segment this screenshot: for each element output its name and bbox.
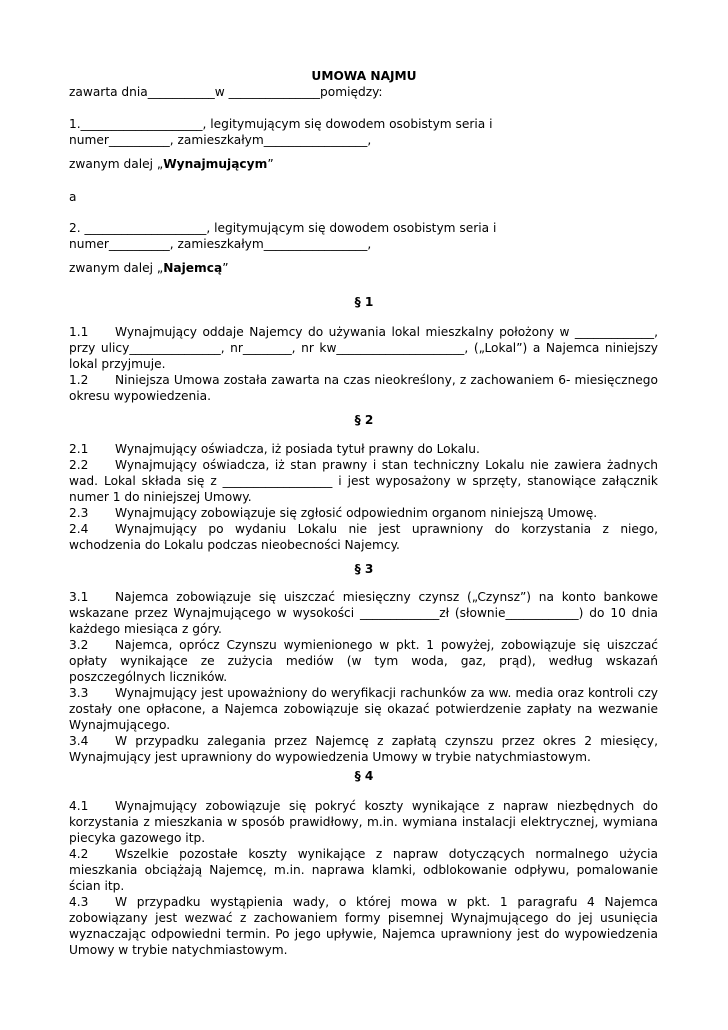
clause [69, 798, 658, 846]
clause-number: 2.2 [69, 458, 89, 472]
clause [69, 457, 658, 505]
clause-number: 2.3 [69, 506, 89, 520]
alias-prefix: zwanym dalej „ [69, 261, 164, 275]
section-2-body [69, 441, 658, 553]
clause [69, 685, 658, 733]
clause-text: W przypadku wystąpienia wady, o której mowa w pkt. 1 paragrafu 4 Najemca zobowiązany jest wezwać z zachowaniem formy pisemnej Wynajmującego do jej usunięcia wyznaczając odpowiedni termin. Po jego upływie, Najemca uprawniony jest do wypowiedzenia Umowy w trybie natychmiastowym. [69, 895, 658, 957]
clause [69, 441, 658, 457]
clause-number: 3.3 [69, 686, 89, 700]
party-1 [69, 116, 658, 148]
section-heading-4: § 4 [354, 769, 374, 783]
clause [69, 846, 658, 894]
document-title: UMOWA NAJMU [311, 69, 417, 83]
section-4-body [69, 798, 658, 958]
party-1-alias [69, 156, 658, 172]
clause [69, 324, 658, 372]
clause-text: Wynajmujący po wydaniu Lokalu nie jest uprawniony do korzystania z niego, wchodzenia do Lokalu podczas nieobecności Najemcy. [69, 522, 658, 552]
alias-name-tenant: Najemcą [163, 261, 223, 275]
alias-prefix: zwanym dalej „ [69, 157, 164, 171]
section-3-body [69, 589, 658, 765]
party-1-line-2: numer__________, zamieszkałym_________________, [69, 133, 372, 147]
clause-number: 1.2 [69, 373, 89, 387]
section-1-body [69, 324, 658, 404]
section-heading-3: § 3 [354, 562, 374, 576]
clause [69, 521, 658, 553]
party-2-line-2: numer__________, zamieszkałym_________________, [69, 237, 372, 251]
party-2-alias [69, 260, 658, 276]
clause-text: Wynajmujący oddaje Najemcy do używania lokal mieszkalny położony w _____________, przy ulicy_______________, nr________, nr kw_____________________, („Lokal”) a Najemca niniejszy lokal przyjmuje. [69, 325, 658, 371]
clause [69, 589, 658, 637]
clause-text: Wynajmujący zobowiązuje się zgłosić odpowiednim organom niniejszą Umowę. [115, 506, 598, 520]
clause-text: Najemca zobowiązuje się uiszczać miesięczny czynsz („Czynsz”) na konto bankowe wskazane przez Wynajmującego w wysokości _____________zł (słownie____________) do 10 dnia każdego miesiąca z góry. [69, 590, 658, 636]
conjunction: a [69, 190, 77, 204]
clause-text: Najemca, oprócz Czynszu wymienionego w pkt. 1 powyżej, zobowiązuje się uiszczać opłaty wynikające ze zużycia mediów (w tym woda, gaz, prąd), według wskazań poszczególnych liczników. [69, 638, 658, 684]
alias-name-landlord: Wynajmującym [163, 157, 268, 171]
clause-text: Wynajmujący zobowiązuje się pokryć koszty wynikające z napraw niezbędnych do korzystania z mieszkania w sposób prawidłowy, m.in. wymiana instalacji elektrycznej, wymiana piecyka gazowego itp. [69, 799, 658, 845]
clause-text: Wszelkie pozostałe koszty wynikające z napraw dotyczących normalnego użycia mieszkania obciążają Najemcę, m.in. naprawa klamki, odblokowanie odpływu, pomalowanie ścian itp. [69, 847, 658, 893]
clause [69, 733, 658, 765]
clause-text: Wynajmujący oświadcza, iż posiada tytuł prawny do Lokalu. [115, 442, 480, 456]
clause-text: Wynajmujący oświadcza, iż stan prawny i stan techniczny Lokalu nie zawiera żadnych wad. Lokal składa się z __________________ i jest wyposażony w sprzęty, stanowiące załącznik numer 1 do niniejszej Umowy. [69, 458, 658, 504]
clause-number: 4.1 [69, 799, 89, 813]
intro-line: zawarta dnia___________w _______________pomiędzy: [69, 85, 383, 99]
section-heading-1: § 1 [354, 295, 374, 309]
alias-suffix: ” [267, 157, 274, 171]
clause-number: 3.4 [69, 734, 89, 748]
clause [69, 894, 658, 958]
clause-text: Wynajmujący jest upoważniony do weryfikacji rachunków za ww. media oraz kontroli czy zostały one opłacone, a Najemca zobowiązuje się okazać potwierdzenie zapłaty na wezwanie Wynajmującego. [69, 686, 658, 732]
clause-number: 4.2 [69, 847, 89, 861]
alias-suffix: ” [222, 261, 229, 275]
clause-number: 3.1 [69, 590, 89, 604]
party-2-line-1: 2. ____________________, legitymującym się dowodem osobistym seria i [69, 221, 497, 235]
party-2 [69, 220, 658, 252]
clause [69, 372, 658, 404]
clause-number: 4.3 [69, 895, 89, 909]
clause-text: W przypadku zalegania przez Najemcę z zapłatą czynszu przez okres 2 miesięcy, Wynajmujący jest uprawniony do wypowiedzenia Umowy w trybie natychmiastowym. [69, 734, 658, 764]
party-1-line-1: 1.____________________, legitymującym się dowodem osobistym seria i [69, 117, 493, 131]
clause [69, 505, 658, 521]
clause-number: 1.1 [69, 325, 89, 339]
section-heading-2: § 2 [354, 413, 374, 427]
clause-number: 2.4 [69, 522, 89, 536]
clause-number: 2.1 [69, 442, 89, 456]
clause [69, 637, 658, 685]
clause-number: 3.2 [69, 638, 89, 652]
clause-text: Niniejsza Umowa została zawarta na czas nieokreślony, z zachowaniem 6- miesięcznego okresu wypowiedzenia. [69, 373, 658, 403]
